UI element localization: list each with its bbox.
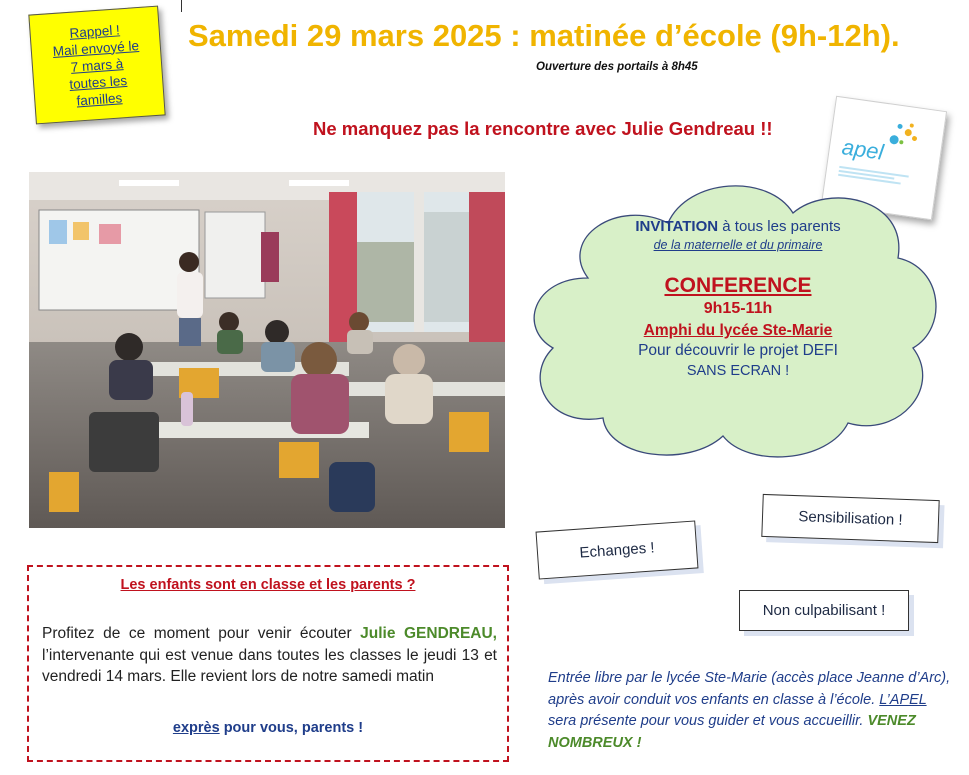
project-line: Pour découvrir le projet DEFI — [638, 342, 838, 359]
rappel-line: Rappel ! — [69, 21, 121, 41]
label-non-culpabilisant: Non culpabilisant ! — [739, 590, 909, 631]
invitation-bold: INVITATION — [635, 218, 719, 235]
conference-title: CONFERENCE — [664, 274, 812, 297]
rappel-line: 7 mars à — [70, 55, 124, 75]
label-sensibilisation: Sensibilisation ! — [761, 494, 939, 543]
rappel-line: toutes les — [68, 72, 128, 92]
entry-cta: VENEZ NOMBREUX ! — [548, 713, 916, 751]
classroom-photo-icon — [29, 172, 505, 528]
footer-rest: pour vous, parents ! — [219, 720, 364, 736]
entry-info — [548, 668, 958, 754]
entry-text: sera présente pour vous guider et vous accueillir. — [548, 713, 868, 729]
invitation-rest: à tous les parents — [718, 218, 841, 235]
apel-logo-text: apel — [840, 134, 886, 165]
parents-box — [27, 565, 509, 762]
entry-apel: L’APEL — [879, 691, 927, 708]
footer-underlined: exprès — [172, 720, 220, 736]
conference-hours: 9h15-11h — [703, 300, 773, 317]
parents-box-body — [42, 623, 497, 688]
rappel-note — [28, 6, 165, 125]
rappel-line: familles — [76, 89, 123, 108]
divider — [181, 0, 182, 12]
classroom-photo — [29, 172, 505, 528]
speaker-name: Julie GENDREAU, — [360, 625, 497, 642]
invitation-text — [558, 218, 918, 379]
invitation-line — [558, 218, 918, 235]
no-screen-line: SANS ECRAN ! — [686, 363, 790, 379]
parents-box-heading: Les enfants sont en classe et les parents ? — [120, 577, 416, 593]
tagline: Ne manquez pas la rencontre avec Julie Gendreau !! — [313, 118, 773, 139]
rappel-line: Mail envoyé le — [52, 37, 140, 59]
label-echanges: Echanges ! — [536, 520, 699, 579]
body-part: Profitez de ce moment pour venir écouter — [42, 625, 361, 642]
opening-time: Ouverture des portails à 8h45 — [536, 61, 698, 73]
body-part: l’intervenante qui est venue dans toutes les classes le jeudi 13 et vendredi 14 mars. Elle revient lors de notre samedi matin — [42, 646, 497, 685]
entry-text: Entrée libre par le lycée Ste-Marie (accès place Jeanne d’Arc), après avoir conduit vos enfants en classe à l’école. — [548, 670, 951, 708]
conference-place: Amphi du lycée Ste-Marie — [643, 322, 833, 339]
audience: de la maternelle et du primaire — [653, 238, 823, 252]
parents-box-footer — [29, 720, 507, 736]
page-title: Samedi 29 mars 2025 : matinée d’école (9h-12h). — [188, 18, 900, 53]
